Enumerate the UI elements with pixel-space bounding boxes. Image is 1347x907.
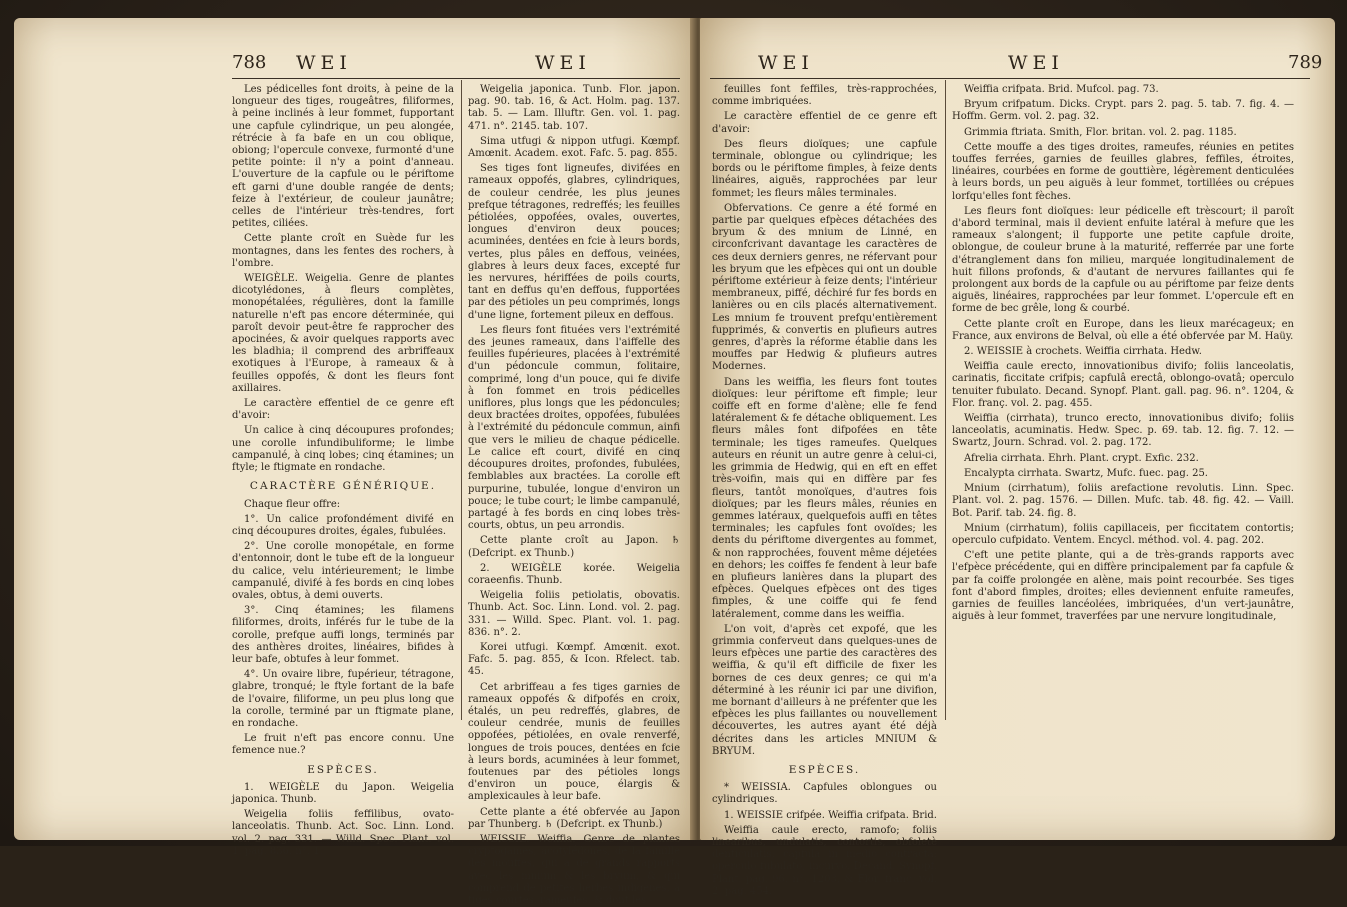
left-page-number: 788 bbox=[232, 52, 267, 73]
left-page-column-2 bbox=[468, 84, 680, 906]
paragraph: Le caractère effentiel de ce genre eft d'avoir: bbox=[232, 398, 454, 422]
paragraph: 2. WEISSIE à crochets. Weiffia cirrhata. Hedw. bbox=[964, 346, 1202, 358]
right-header-left: WEI bbox=[758, 52, 814, 74]
paragraph: Mnium (cirrhatum), foliis arefactione revolutis. Linn. Spec. Plant. vol. 2. pag. 1576. — Dillen. Mufc. tab. 48. fig. 42. — Vaill. Bot. Parif. tab. 24. fig. 8. bbox=[952, 483, 1294, 519]
paragraph: ESPÈCES. bbox=[788, 763, 861, 776]
paragraph: Des fleurs dioïques; une capfule terminale, oblongue ou cylindrique; les bords ou le périftome fimples, à feize dents linéaires, aiguës, rapprochées par leur fommet; les fleurs mâles terminales. bbox=[712, 138, 937, 199]
paragraph: Le caractère effentiel de ce genre eft d'avoir: bbox=[712, 111, 937, 135]
paragraph: Ses tiges font ligneufes, divifées en rameaux oppofés, glabres, cylindriques, de couleur cendrée, les plus jeunes prefque tétragones, redreffés; les feuilles pétiolées, oppofées, ovales, ouvertes, longues d'environ deux pouces; acuminées, dentées en fcie à leurs bords, vertes, plus pâles en deffous, veinées, glabres à leurs deux faces, excepté fur les nervures, hériffées de poils courts, tant en deffus qu'en deffous, fupportées par des pétioles un peu comprimés, longs d'une ligne, fortement pileux en deffous. bbox=[468, 163, 680, 321]
paragraph: Grimmia ftriata. Smith, Flor. britan. vol. 2. pag. 1185. bbox=[964, 126, 1237, 138]
left-column-divider bbox=[461, 80, 462, 720]
paragraph: 2. WEIGÈLE korée. Weigelia coraeenfis. Thunb. bbox=[468, 562, 680, 586]
right-page-column-2 bbox=[952, 84, 1294, 829]
paragraph: Les fleurs font dioïques: leur pédicelle eft trèscourt; il paroît d'abord terminal, mais il devient enfuite latéral à mefure que les rameaux s'alongent; il fupporte une petite capfule droite, oblongue, de couleur brune à la maturité, refferrée par une forte d'étranglement dans fon milieu, marquée longitudinalement de huit fillons profonds, & d'autant de nervures faillantes qui fe prolongent aux bords de la capfule ou au périftome par feize dents aiguës, linéaires, rapprochées par leur fommet. L'opercule eft en forme de bec grêle, long & courbé. bbox=[952, 205, 1294, 315]
paragraph: Cette plante croît en Europe, dans les lieux marécageux; en France, aux environs de Belval, où elle a été obfervée par M. Haüy. bbox=[952, 318, 1294, 342]
paragraph: Weiffia crifpata. Brid. Mufcol. pag. 73. bbox=[964, 84, 1159, 95]
paragraph: feuilles font feffiles, très-rapprochées, comme imbriquées. bbox=[712, 84, 937, 108]
paragraph: Cet arbriffeau a fes tiges garnies de rameaux oppofés & difpofés en croix, étalés, un peu redreffés, glabres, de couleur cendrée, munis de feuilles oppofées, pétiolées, en ovale renverfé, longues de trois pouces, dentées en fcie à leurs bords, acuminées à leur fommet, foutenues par des pétioles longs d'environ un pouce, élargis & amplexicaules à leur bafe. bbox=[468, 681, 680, 803]
left-header-left: WEI bbox=[296, 52, 352, 74]
paragraph: Mnium (cirrhatum), foliis capillaceis, per ficcitatem contortis; operculo cufpidato. Ventem. Encycl. méthod. vol. 4. pag. 202. bbox=[952, 522, 1294, 546]
right-header-right: WEI bbox=[1008, 52, 1064, 74]
paragraph: Encalypta cirrhata. Swartz, Mufc. fuec. pag. 25. bbox=[964, 467, 1208, 479]
paragraph: * WEISSIA. Capfules oblongues ou cylindriques. bbox=[712, 782, 937, 806]
paragraph: Weigelia japonica. Tunb. Flor. japon. pag. 90. tab. 16, & Act. Holm. pag. 137. tab. 5. — Lam. Illuftr. Gen. vol. 1. pag. 471. n°. 2145. tab. 107. bbox=[468, 84, 680, 132]
paragraph: Bryum crifpatum. Dicks. Crypt. pars 2. pag. 5. tab. 7. fig. 4. — Hoffm. Germ. vol. 2. pag. 32. bbox=[952, 99, 1294, 123]
paragraph: Sima utfugi & nippon utfugi. Kœmpf. Amœnit. Academ. exot. Fafc. 5. pag. 855. bbox=[468, 135, 680, 160]
paragraph: Chaque fleur offre: bbox=[244, 498, 341, 510]
right-page-column-1 bbox=[712, 84, 937, 897]
paragraph: Les pédicelles font droits, à peine de la longueur des tiges, rougeâtres, filiformes, à peine inclinés à leur fommet, fupportant une capfule cylindrique, un peu alongée, rétrécie à fa bafe en un cou oblique, obiong; l'opercule convexe, furmonté d'une petite pointe: il n'y a point d'anneau. L'ouverture de la capfule ou le périftome eft garni d'une double rangée de dents; feize à l'extérieur, de couleur jaunâtre; celles de l'intérieur très-tendres, fort petites, ciliées. bbox=[232, 84, 454, 230]
paragraph: Weiffia caule erecto, ramofo; foliis linearibus, undulatis, contortis, obfoletè denticulatis; capfulâ in medio contractâ; operculo fubulato, incurvo. Decand. Synopf. Plant. pag. 96. n°. 1203, & Flor. franç. vol. 2. pag. 454. bbox=[712, 824, 937, 897]
paragraph: 2°. Une corolle monopétale, en forme d'entonnoir, dont le tube eft de la longueur du calice, velu intérieurement; le limbe campanulé, divifé à fes bords en cinq lobes ovales, obtus, à demi ouverts. bbox=[232, 541, 454, 601]
paragraph: ESPÈCES. bbox=[307, 763, 379, 776]
paragraph: 4°. Un ovaire libre, fupérieur, tétragone, glabre, tronqué; le ftyle fortant de la bafe de l'ovaire, filiforme, un peu plus long que la corolle, terminé par un ftigmate plane, en rondache. bbox=[232, 669, 454, 729]
paragraph: WEISSIE. Weiffia. Genre de plantes cryptogames, acotylédones, de la famille des mouffes, qui a de grands rapports avec les mnium & les bryum, & qui comprend de petites herbes indigènes, à tiges courtes, rameufes, & dont les bbox=[468, 833, 680, 906]
paragraph: Weigelia foliis feffilibus, ovato-lanceolatis. Thunb. Act. Soc. Linn. Lond. vol. 2. pag. 331. — Willd. Spec. Plant. vol. 1. pag. 836. n°. 1. bbox=[232, 809, 454, 857]
paragraph: Obfervations. Ce genre a été formé en partie par quelques efpèces détachées des bryum & des mnium de Linné, en circonfcrivant davantage les caractères de ces deux derniers genres, ne réfervant pour les bryum que les efpèces qui ont un double périftome extérieur à feize dents; l'intérieur membraneux, piffé, déchiré fur fes bords en lanières ou en cils placés alternativement. Les mnium fe trouvent prefqu'entièrement fupprimés, & convertis en plufieurs autres genres, d'après la réforme établie dans les mouffes par Hedwig & plufieurs autres Modernes. bbox=[712, 202, 937, 373]
paragraph: C'eft une petite plante, qui a de très-grands rapports avec l'efpèce précédente, qui en diffère principalement par fa capfule & par fa coiffe prolongée en alène, mais point recourbée. Ses tiges font d'abord fimples, droites; elles deviennent enfuite rameufes, garnies de feuilles lancéolées, imbriquées, d'un vert-jaunâtre, aiguës à leur fommet, traverfées par une nervure longitudinale, bbox=[952, 550, 1294, 623]
paragraph: Korei utfugi. Kœmpf. Amœnit. exot. Fafc. 5. pag. 855, & Icon. Rfelect. tab. 45. bbox=[468, 641, 680, 678]
left-header-right: WEI bbox=[535, 52, 591, 74]
paragraph: Le fruit n'eft pas encore connu. Une femence nue.? bbox=[232, 733, 454, 757]
paragraph: CARACTÈRE GÉNÉRIQUE. bbox=[249, 480, 437, 493]
paragraph: 1°. Un calice profondément divifé en cinq découpures droites, égales, fubulées. bbox=[232, 513, 454, 537]
paragraph: Afrelia cirrhata. Ehrh. Plant. crypt. Exfic. 232. bbox=[964, 452, 1199, 464]
paragraph: Un calice à cinq découpures profondes; une corolle infundibuliforme; le limbe campanulé, à cinq lobes; cinq étamines; un ftyle; le ftigmate en rondache. bbox=[232, 425, 454, 474]
paragraph: Les fleurs font fituées vers l'extrémité des jeunes rameaux, dans l'aiffelle des feuilles fupérieures, placées à l'extrémité d'un pédoncule commun, folitaire, comprimé, long d'un pouce, qui fe divife à fon fommet en trois pédicelles uniflores, plus longs que les pédoncules; deux bractées droites, oppofées, fubulées à l'extrémité du pédoncule commun, ainfi que vers le milieu de chaque pédicelle. Le calice eft court, divifé en cinq découpures droites, profondes, fubulées, femblables aux bractées. La corolle eft purpurine, tubulée, longue d'environ un pouce; le tube court; le limbe campanulé, partagé à fes bords en cinq lobes très-courts, obtus, un peu arrondis. bbox=[468, 324, 680, 532]
paragraph: Cette plante croît au Japon. ♄ (Defcript. ex Thunb.) bbox=[468, 535, 680, 559]
paragraph: 3°. Cinq étamines; les filamens filiformes, droits, inférés fur le tube de la corolle, prefque auffi longs, terminés par des anthères droites, linéaires, bifides à leur bafe, obtufes à leur fommet. bbox=[232, 605, 454, 665]
left-header-rule bbox=[232, 78, 680, 79]
paragraph: L'on voit, d'après cet expofé, que les grimmia conferveut dans quelques-unes de leurs efpèces une partie des caractères des weiffia, & qu'il eft difficile de fixer les bornes de ces deux genres; ce qui m'a déterminé à les réunir ici par une divifion, me bornant d'ailleurs à ne préfenter que les efpèces les plus faillantes ou nouvellement découvertes, les autres ayant été déjà décrites dans les articles MNIUM & BRYUM. bbox=[712, 623, 937, 757]
paragraph: 1. WEIGÈLE du Japon. Weigelia japonica. Thunb. bbox=[232, 781, 454, 805]
paragraph: Cette plante a été obfervée au Japon par Thunberg. ♄ (Defcript. ex Thunb.) bbox=[468, 806, 680, 830]
paragraph: Cette plante croît en Suède fur les montagnes, dans les fentes des rochers, à l'ombre. bbox=[232, 233, 454, 269]
paragraph: Cette mouffe a des tiges droites, rameufes, réunies en petites touffes ferrées, garnies de feuilles glabres, feffiles, étroites, linéaires, courbées en forme de gouttière, légèrement denticulées à leurs bords, un peu aiguës à leur fommet, tortillées ou crépues lorfqu'elles font fèches. bbox=[952, 141, 1294, 202]
paragraph: Weiffia (cirrhata), trunco erecto, innovationibus divifo; foliis lanceolatis, acuminatis. Hedw. Spec. p. 69. tab. 12. fig. 7. 12. — Swartz, Journ. Schrad. vol. 2. pag. 172. bbox=[952, 413, 1294, 449]
paragraph: Weigelia foliis petiolatis, obovatis. Thunb. Act. Soc. Linn. Lond. vol. 2. pag. 331. — Willd. Spec. Plant. vol. 1. pag. 836. n°. 2. bbox=[468, 590, 680, 638]
right-page-number: 789 bbox=[1288, 52, 1323, 73]
paragraph: Weiffia caule erecto, innovationibus divifo; foliis lanceolatis, carinatis, ficcitate crifpis; capfulâ erectâ, oblongo-ovatâ; operculo tenuiter fubulato. Decand. Synopf. Plant. gall. pag. 96. n°. 1204, & Flor. franç. vol. 2. pag. 455. bbox=[952, 361, 1294, 409]
paragraph: Dans les weiffia, les fleurs font toutes dioïques: leur périftome eft fimple; leur coiffe eft en forme d'alène; elle fe fend latéralement & fe détache obliquement. Les fleurs mâles font difpofées en tête terminale; les tiges rameufes. Quelques auteurs en réunit un autre genre à celui-ci, les grimmia de Hedwig, qui en eft en effet très-voifin, mais qui en diffère par fes fleurs, tantôt monoïques, d'autres fois dioïques; par les fleurs mâles, réunies en gemmes latéraux, quelquefois auffi en têtes terminales; les capfules font ovoïdes; les dents du périftome divergentes au fommet, & non rapprochées, fouvent même déjetées en dehors; les coiffes fe fendent à leur bafe en plufieurs lanières dans la plupart des efpèces. Quelques efpèces ont des tiges fimples, & une coiffe qui fe fend latéralement, comme dans les weiffia. bbox=[712, 376, 937, 620]
paragraph: WEIGÈLE. Weigelia. Genre de plantes dicotylédones, à fleurs complètes, monopétalées, régulières, dont la famille naturelle n'eft pas encore déterminée, qui paroît devoir peut-être fe rapprocher des apocinées, & avoir quelques rapports avec les bladhia; il comprend des arbriffeaux exotiques à l'Europe, à rameaux & à feuilles oppofés, & dont les fleurs font axillaires. bbox=[232, 273, 454, 394]
right-header-rule bbox=[710, 78, 1310, 79]
right-column-divider bbox=[945, 80, 946, 720]
paragraph: 1. WEISSIE crifpée. Weiffia crifpata. Brid. bbox=[724, 809, 937, 821]
left-page-column-1 bbox=[232, 84, 454, 857]
